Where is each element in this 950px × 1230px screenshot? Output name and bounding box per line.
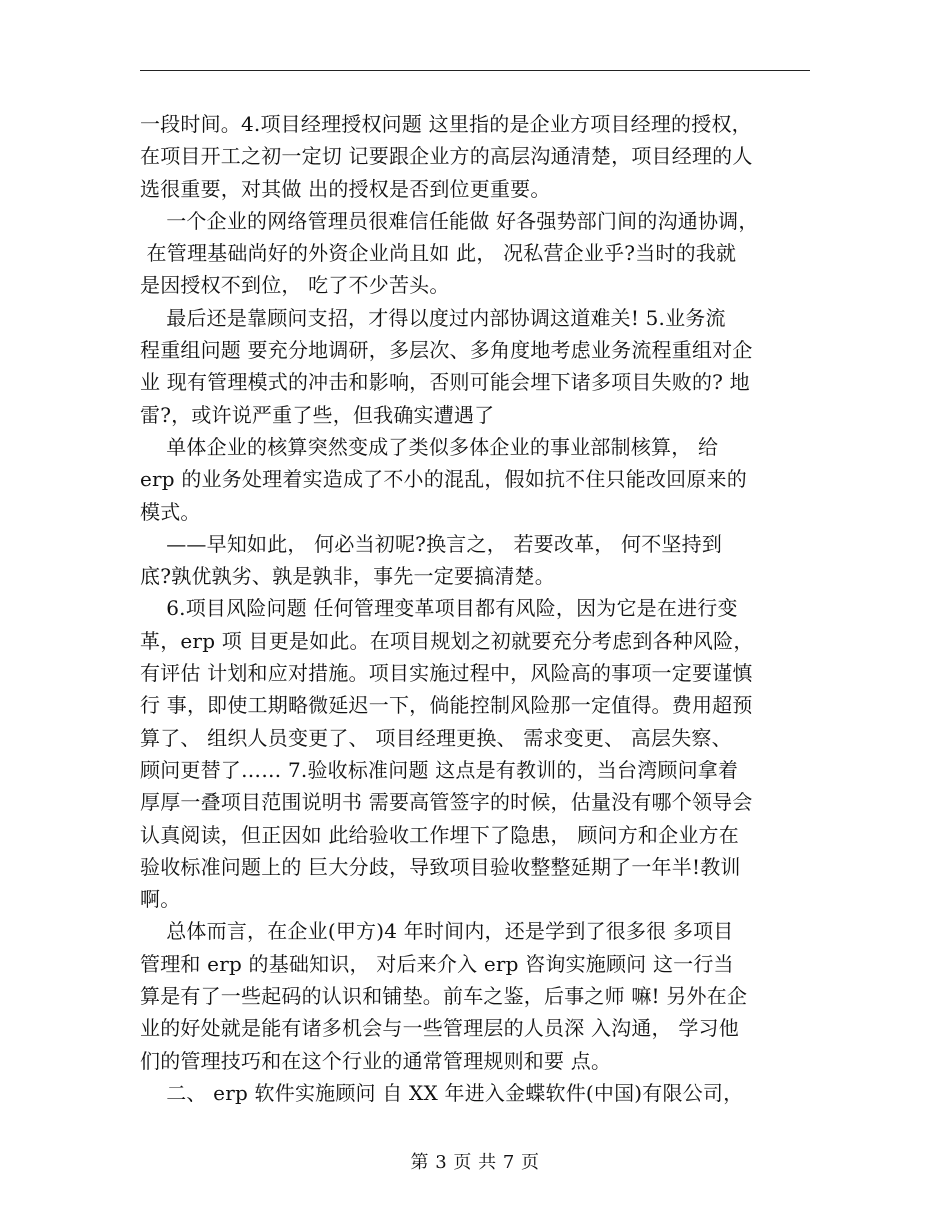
page-footer: 第 3 页 共 7 页	[410, 1152, 540, 1173]
text-line: 顾问更替了…… 7.验收标准问题 这点是有教训的，当台湾顾问拿着	[140, 757, 739, 782]
text-line: 有评估 计划和应对措施。项目实施过程中，风险高的事项一定要谨慎	[140, 661, 753, 686]
text-line: 一段时间。4.项目经理授权问题 这里指的是企业方项目经理的授权，	[140, 112, 752, 136]
text-line: 认真阅读，但正因如 此给验收工作埋下了隐患， 顾问方和企业方在	[140, 822, 739, 847]
text-line: 最后还是靠顾问支招，才得以度过内部协调这道难关! 5.业务流	[140, 305, 726, 330]
text-line: 业 现有管理模式的冲击和影响，否则可能会埋下诸多项目失败的? 地	[140, 370, 750, 395]
text-line: 算了、 组织人员变更了、 项目经理更换、 需求变更、 高层失察、	[140, 725, 732, 750]
text-line: 验收标准问题上的 巨大分歧，导致项目验收整整延期了一年半!教训	[140, 854, 741, 879]
text-line: 雷?，或许说严重了些，但我确实遭遇了	[140, 402, 495, 427]
text-line: 业的好处就是能有诸多机会与一些管理层的人员深 入沟通， 学习他	[140, 1016, 739, 1041]
document-body	[140, 108, 810, 1109]
text-line: 二、 erp 软件实施顾问 自 XX 年进入金蝶软件(中国)有限公司，	[140, 1080, 744, 1105]
text-line: 底?孰优孰劣、孰是孰非，事先一定要搞清楚。	[140, 564, 555, 589]
text-line: ——早知如此， 何必当初呢?换言之， 若要改革， 何不坚持到	[140, 531, 723, 556]
text-line: 啊。	[140, 887, 181, 912]
text-line: 算是有了一些起码的认识和铺垫。前车之鉴，后事之师 嘛! 另外在企	[140, 984, 748, 1009]
text-line: 6.项目风险问题 任何管理变革项目都有风险，因为它是在进行变	[140, 596, 738, 621]
text-line: 一个企业的网络管理员很难信任能做 好各强势部门间的沟通协调，	[140, 208, 759, 233]
text-line: 是因授权不到位， 吃了不少苦头。	[140, 273, 450, 298]
text-line: 在项目开工之初一定切 记要跟企业方的高层沟通清楚，项目经理的人	[140, 144, 753, 169]
text-line: 在管理基础尚好的外资企业尚且如 此， 况私营企业乎?当时的我就	[140, 241, 737, 266]
text-line: 选很重要，对其做 出的授权是否到位更重要。	[140, 176, 551, 201]
text-line: 单体企业的核算突然变成了类似多体企业的事业部制核算， 给	[140, 434, 719, 459]
header-rule	[140, 70, 810, 71]
text-line: 总体而言，在企业(甲方)4 年时间内，还是学到了很多很 多项目	[140, 919, 734, 944]
text-line: 革，erp 项 目更是如此。在项目规划之初就要充分考虑到各种风险，	[140, 628, 754, 653]
text-line: 程重组问题 要充分地调研，多层次、多角度地考虑业务流程重组对企	[140, 338, 753, 363]
text-line: 模式。	[140, 499, 201, 524]
text-line: 们的管理技巧和在这个行业的通常管理规则和要 点。	[140, 1048, 612, 1073]
text-line: 管理和 erp 的基础知识， 对后来介入 erp 咨询实施顾问 这一行当	[140, 951, 734, 976]
text-line: 厚厚一叠项目范围说明书 需要高管签字的时候，估量没有哪个领导会	[140, 790, 753, 815]
text-line: erp 的业务处理着实造成了不小的混乱，假如抗不住只能改回原来的	[140, 467, 747, 492]
text-line: 行 事，即使工期略微延迟一下，倘能控制风险那一定值得。费用超预	[140, 693, 753, 718]
